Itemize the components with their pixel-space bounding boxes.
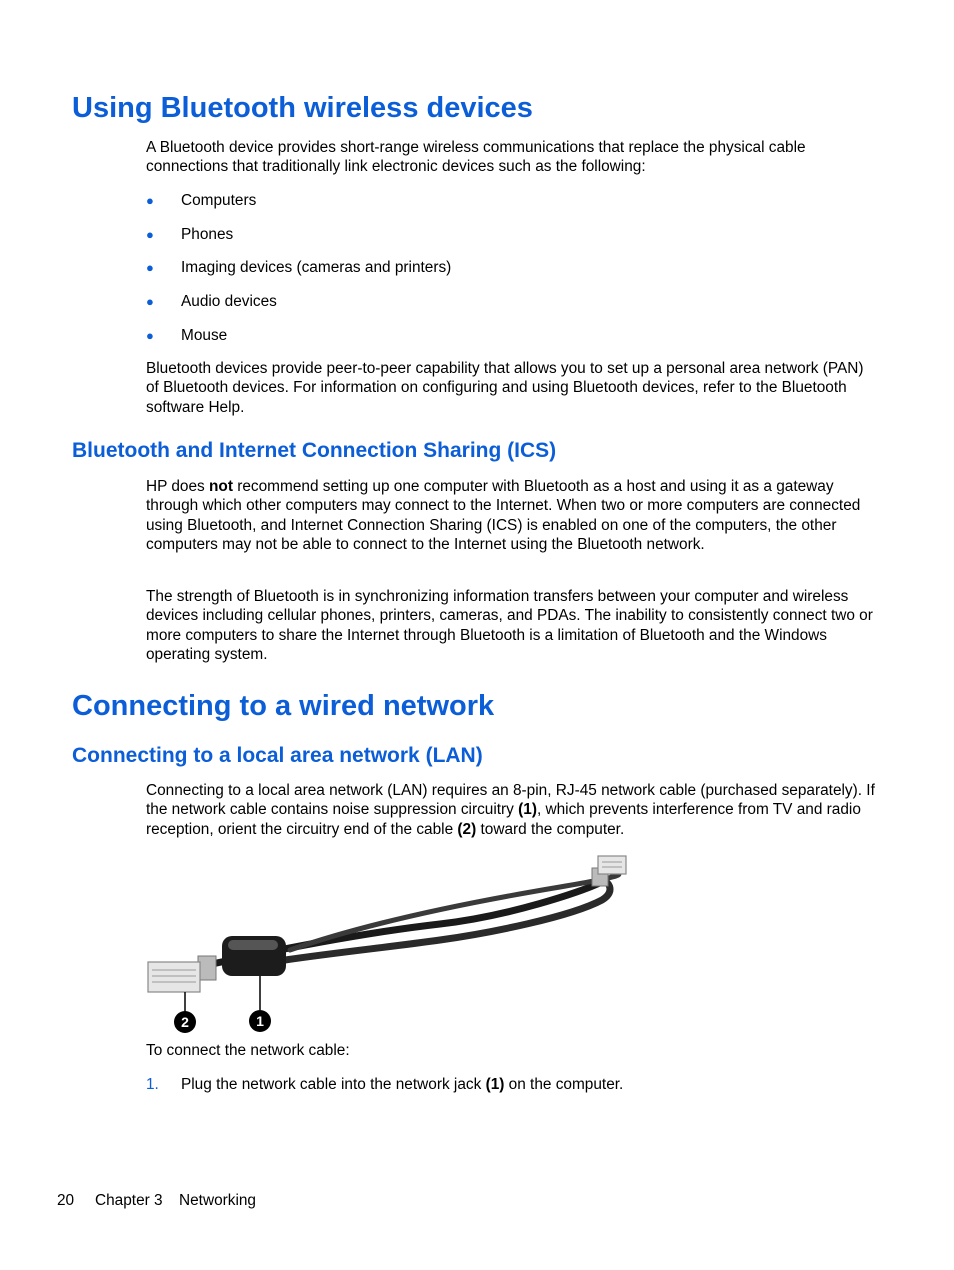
rj45-plug-left-icon — [148, 956, 216, 992]
subsection-title-lan: Connecting to a local area network (LAN) — [72, 744, 483, 767]
list-item-text: Computers — [181, 192, 257, 209]
bullet-icon: ● — [146, 294, 154, 309]
bullet-icon: ● — [146, 328, 154, 343]
bullet-icon: ● — [146, 227, 154, 242]
connect-cable-label: To connect the network cable: — [146, 1042, 350, 1059]
ferrite-core-icon — [222, 936, 286, 976]
step-text: Plug the network cable into the network jack (1) on the computer. — [181, 1076, 624, 1093]
bullet-icon: ● — [146, 193, 154, 208]
ics-paragraph-2: The strength of Bluetooth is in synchronizing information transfers between your computer and wireless devices including cellular phones, printers, cameras, and PDAs. The inability to consistently connect two or more computers to share the Internet through Bluetooth is a limitation of Bluetooth and the Windows operating system. — [146, 588, 873, 664]
ics-paragraph-1: HP does not recommend setting up one computer with Bluetooth as a host and using it as a gateway through which other computers may connect to the Internet. When two or more computers are connected using Bluetooth, and Internet Connection Sharing (ICS) is enabled on one of the computers, the other computers may not be able to connect to the Internet using the Bluetooth network. — [146, 478, 861, 554]
list-item-text: Imaging devices (cameras and printers) — [181, 259, 452, 276]
lan-paragraph: Connecting to a local area network (LAN) requires an 8-pin, RJ-45 network cable (purchased separately). If the network cable contains noise suppression circuitry (1), which prevents interference from TV and radio reception, orient the circuitry end of the cable (2) toward the computer. — [146, 782, 875, 838]
section-title-wired-network: Connecting to a wired network — [72, 690, 495, 722]
bluetooth-intro-paragraph: A Bluetooth device provides short-range wireless communications that replace the physical cable connections that traditionally link electronic devices such as the following: — [146, 139, 806, 176]
footer-chapter-title: Networking — [179, 1192, 256, 1209]
callout-label-1: 1 — [256, 1013, 264, 1029]
subsection-title-ics: Bluetooth and Internet Connection Sharing (ICS) — [72, 439, 557, 462]
bullet-icon: ● — [146, 260, 154, 275]
callout-2 — [174, 1011, 196, 1033]
bluetooth-outro-paragraph: Bluetooth devices provide peer-to-peer capability that allows you to set up a personal area network (PAN) of Bluetooth devices. For information on configuring and using Bluetooth devices, refer to the Bluetooth software Help. — [146, 360, 864, 416]
callout-label-2: 2 — [181, 1014, 189, 1030]
list-item-text: Phones — [181, 226, 234, 243]
list-item-text: Mouse — [181, 327, 228, 344]
section-title-bluetooth: Using Bluetooth wireless devices — [72, 92, 533, 124]
page-number: 20 — [57, 1192, 75, 1209]
callout-1 — [249, 1010, 271, 1032]
network-cable-illustration — [140, 852, 640, 1037]
step-number: 1. — [146, 1076, 159, 1093]
footer-chapter: Chapter 3 — [95, 1192, 163, 1209]
list-item-text: Audio devices — [181, 293, 277, 310]
